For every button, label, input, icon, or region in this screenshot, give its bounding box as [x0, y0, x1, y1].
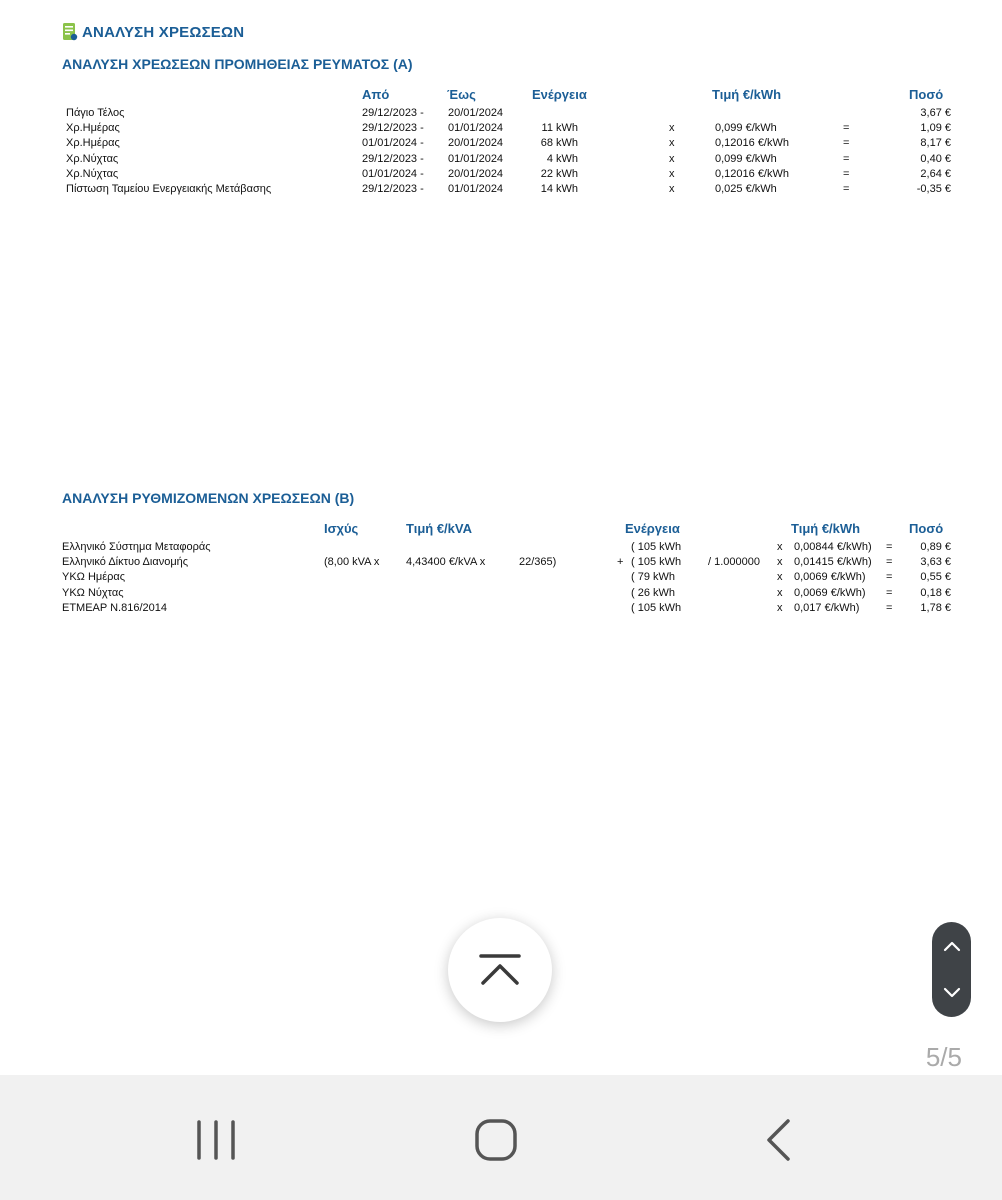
row-price: 0,017 €/kWh) [794, 601, 860, 614]
row-price: 0,12016 €/kWh [715, 167, 789, 180]
row-energy: 11 kWh [541, 122, 578, 135]
table-row [0, 556, 1002, 571]
row-amount: 3,67 € [920, 107, 951, 119]
table-row [0, 137, 1002, 152]
table-row [0, 107, 1002, 122]
row-description: Ελληνικό Σύστημα Μεταφοράς [62, 541, 211, 553]
row-from-date: 29/12/2023 - [362, 107, 424, 119]
document-header-title: ΑΝΑΛΥΣΗ ΧΡΕΩΣΕΩΝ [82, 23, 245, 41]
table-row [0, 541, 1002, 556]
col-header-from: Από [362, 87, 390, 102]
row-energy: 68 kWh [540, 137, 578, 150]
chevron-down-icon[interactable] [943, 987, 961, 999]
col-header-energy-b: Ενέργεια [625, 521, 680, 536]
row-multiply-sign: x [669, 167, 675, 180]
home-button[interactable] [466, 1110, 526, 1170]
row-price: 0,025 €/kWh [715, 183, 777, 195]
row-multiply-sign: x [669, 152, 675, 165]
row-equals-sign: = [843, 122, 850, 135]
row-equals-sign: = [843, 167, 850, 180]
row-energy: 4 kWh [546, 152, 578, 165]
row-energy: ( 105 kWh [631, 601, 682, 614]
col-header-price-b: Τιμή €/kWh [791, 521, 861, 536]
row-energy: 14 kWh [540, 183, 578, 195]
row-to-date: 20/01/2024 [448, 137, 504, 150]
row-plus-sign: + [617, 556, 624, 569]
row-multiply-sign: x [669, 137, 675, 150]
table-row [0, 602, 1002, 617]
row-description: ΥΚΩ Ημέρας [62, 571, 126, 584]
row-energy: ( 79 kWh [631, 571, 676, 584]
row-description: ΥΚΩ Νύχτας [62, 586, 124, 599]
scroll-to-top-icon [479, 953, 521, 987]
row-to-date: 01/01/2024 [448, 122, 504, 135]
home-icon [474, 1118, 518, 1162]
col-header-price-kva: Τιμή €/kVA [406, 521, 472, 536]
row-from-date: 29/12/2023 - [362, 183, 424, 195]
row-equals-sign: = [886, 556, 893, 569]
col-header-energy: Ενέργεια [532, 87, 587, 102]
col-header-price: Τιμή €/kWh [712, 87, 782, 102]
row-to-date: 20/01/2024 [448, 107, 504, 119]
row-days-ratio: 22/365) [519, 556, 557, 569]
section-a-title: ΑΝΑΛΥΣΗ ΧΡΕΩΣΕΩΝ ΠΡΟΜΗΘΕΙΑΣ ΡΕΥΜΑΤΟΣ (Α) [62, 56, 413, 72]
row-description: Χρ.Ημέρας [66, 137, 120, 150]
row-amount: 0,18 € [920, 586, 951, 599]
back-button[interactable] [748, 1110, 808, 1170]
table-row [0, 122, 1002, 137]
row-equals-sign: = [886, 571, 893, 584]
row-multiply-sign: x [777, 571, 783, 584]
row-price: 0,00844 €/kWh) [794, 541, 872, 553]
row-description: Χρ.Νύχτας [66, 167, 119, 180]
row-multiply-sign: x [669, 122, 675, 135]
row-multiply-sign: x [777, 556, 783, 569]
table-row [0, 183, 1002, 198]
row-price: 0,01415 €/kWh) [794, 556, 872, 569]
row-description: Πάγιο Τέλος [66, 107, 125, 119]
row-description: Χρ.Νύχτας [66, 152, 119, 165]
table-row [0, 153, 1002, 168]
row-energy: ( 105 kWh [631, 541, 682, 553]
row-multiply-sign: x [669, 183, 675, 195]
row-divisor: / 1.000000 [708, 556, 760, 569]
row-multiply-sign: x [777, 601, 783, 614]
row-to-date: 01/01/2024 [448, 183, 504, 195]
row-price: 0,12016 €/kWh [715, 137, 789, 150]
row-equals-sign: = [843, 137, 850, 150]
row-price: 0,099 €/kWh [715, 152, 777, 165]
row-description: ΕΤΜΕΑΡ Ν.816/2014 [62, 601, 167, 614]
row-amount: 0,40 € [920, 152, 951, 165]
row-price: 0,099 €/kWh [715, 122, 777, 135]
col-header-amount-b: Ποσό [909, 521, 944, 536]
chevron-up-icon[interactable] [943, 940, 961, 952]
row-power: (8,00 kVA x [324, 556, 380, 569]
row-to-date: 01/01/2024 [448, 152, 504, 165]
row-equals-sign: = [843, 152, 850, 165]
row-from-date: 01/01/2024 - [362, 137, 424, 150]
row-amount: 0,55 € [920, 571, 951, 584]
table-row [0, 571, 1002, 586]
table-row [0, 587, 1002, 602]
scroll-to-top-button[interactable] [448, 918, 552, 1022]
row-amount: 0,89 € [920, 541, 951, 553]
table-row [0, 168, 1002, 183]
row-amount: 8,17 € [920, 137, 951, 150]
row-description: Πίστωση Ταμείου Ενεργειακής Μετάβασης [66, 183, 272, 195]
back-icon [764, 1118, 792, 1162]
section-b-title: ΑΝΑΛΥΣΗ ΡΥΘΜΙΖΟΜΕΝΩΝ ΧΡΕΩΣΕΩΝ (Β) [62, 490, 355, 506]
row-from-date: 29/12/2023 - [362, 122, 424, 135]
row-amount: 2,64 € [920, 167, 951, 180]
row-amount: 1,09 € [920, 122, 951, 135]
row-equals-sign: = [886, 601, 893, 614]
recents-button[interactable] [186, 1110, 246, 1170]
row-multiply-sign: x [777, 541, 783, 553]
row-energy: ( 105 kWh [631, 556, 682, 569]
col-header-amount: Ποσό [909, 87, 944, 102]
row-price-kva: 4,43400 €/kVA x [406, 556, 486, 569]
row-equals-sign: = [886, 586, 893, 599]
row-amount: 3,63 € [920, 556, 951, 569]
row-amount: 1,78 € [920, 601, 951, 614]
row-from-date: 29/12/2023 - [362, 152, 424, 165]
bill-icon [62, 22, 78, 42]
row-multiply-sign: x [777, 586, 783, 599]
row-energy: ( 26 kWh [631, 586, 676, 599]
col-header-power: Ισχύς [324, 521, 359, 536]
row-from-date: 01/01/2024 - [362, 167, 424, 180]
row-price: 0,0069 €/kWh) [794, 586, 866, 599]
row-description: Χρ.Ημέρας [66, 122, 120, 135]
document-header [62, 22, 244, 42]
page-indicator: 5/5 [925, 1042, 962, 1072]
row-energy: 22 kWh [540, 167, 578, 180]
row-price: 0,0069 €/kWh) [794, 571, 866, 584]
page-scroll-control [932, 922, 971, 1017]
row-to-date: 20/01/2024 [448, 167, 504, 180]
row-equals-sign: = [886, 541, 893, 553]
col-header-to: Έως [447, 87, 476, 102]
row-amount: -0,35 € [916, 183, 951, 195]
recents-icon [196, 1119, 236, 1161]
row-equals-sign: = [843, 183, 850, 195]
row-description: Ελληνικό Δίκτυο Διανομής [62, 556, 189, 569]
